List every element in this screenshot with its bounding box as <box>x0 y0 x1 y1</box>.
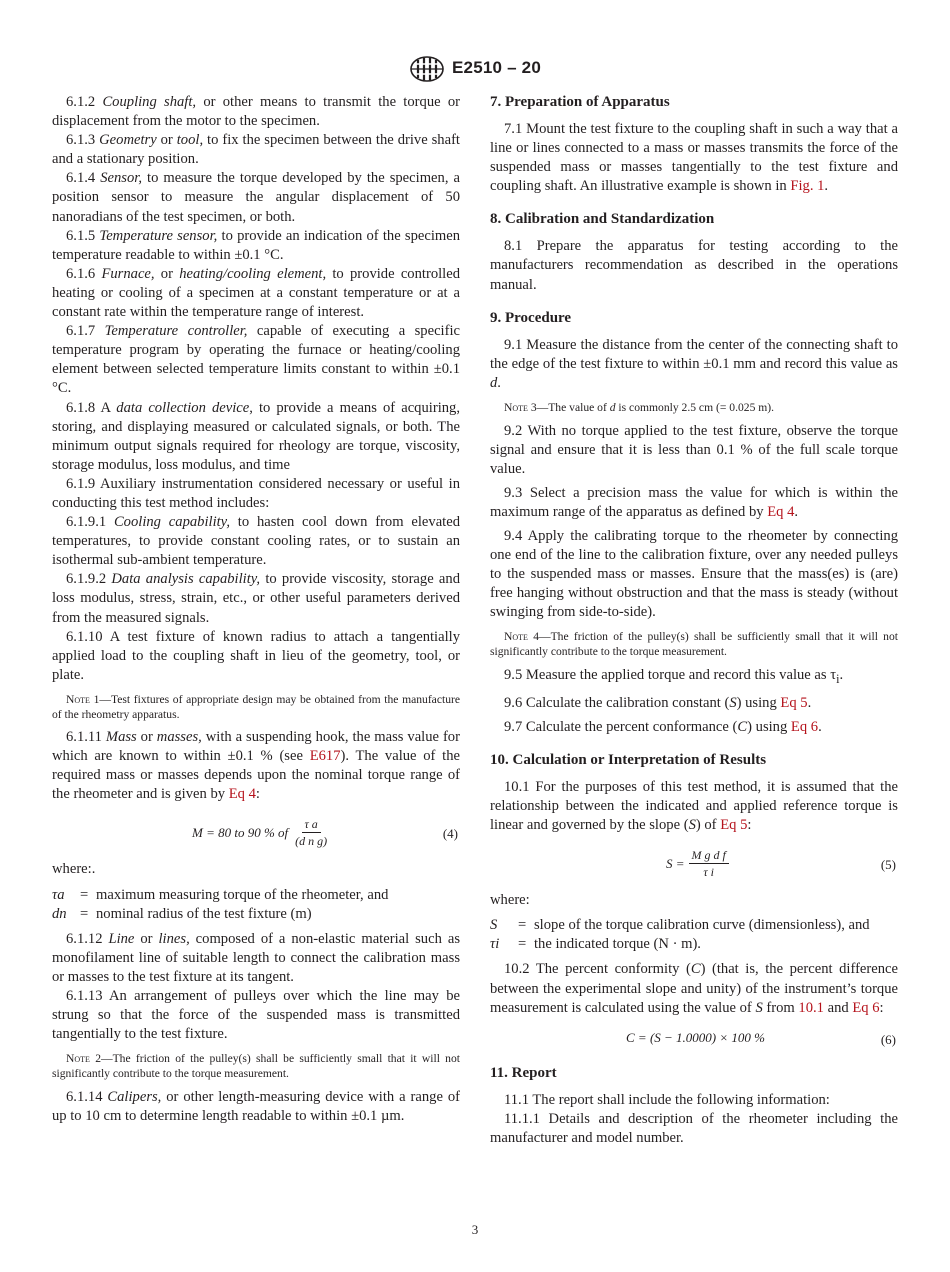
equation-5 <box>490 843 898 883</box>
section-6-1-4: 6.1.4 Sensor, to measure the torque developed by the specimen, a position sensor to measure the angular displacement of 50 nanoradians of the test specimen, or both. <box>52 170 460 225</box>
def-equals: = <box>80 905 89 922</box>
section-9-2: 9.2 With no torque applied to the test fixture, observe the torque signal and ensure that it is less than 0.1 % of the full scale torque value. <box>490 422 898 477</box>
equation-4 <box>52 812 460 852</box>
section-6-1-14: 6.1.14 Calipers, or other length-measuring device with a range of up to 10 cm to determine length readable to within ±0.1 µm. <box>52 1088 460 1124</box>
eq5-numerator: M g d f <box>689 847 729 864</box>
section-9-1: 9.1 Measure the distance from the center of the connecting shaft to the edge of the test fixture to within ±0.1 mm and record this value as d. <box>490 336 898 391</box>
link-fig-1[interactable]: Fig. 1 <box>790 178 825 195</box>
link-eq-5[interactable]: Eq 5 <box>720 817 748 834</box>
section-11-1: 11.1 The report shall include the following information: <box>504 1091 830 1108</box>
left-column <box>52 93 460 1126</box>
section-7-1: 7.1 Mount the test fixture to the coupling shaft in such a way that a line or lines connected to a mass or masses transmits the force of the suspended mass or masses tangentially to the test fixture and coupling shaft. An illustrative example is shown in Fig. 1. <box>490 121 898 195</box>
link-eq-5[interactable]: Eq 5 <box>780 694 808 711</box>
section-6-1-9-1: 6.1.9.1 Cooling capability, to hasten cool down from elevated temperatures, to provide constant cooling rates, or to sustain an isothermal sub-ambient temperature. <box>52 514 460 569</box>
note-2: Note 2—The friction of the pulley(s) shall be sufficiently small that it will not significantly contribute to the torque measurement. <box>52 1052 460 1080</box>
note-3: Note 3—The value of d is commonly 2.5 cm (= 0.025 m). <box>504 400 775 414</box>
section-10-1: 10.1 For the purposes of this test method, it is assumed that the relationship between the indicated and applied reference torque is linear and governed by the slope (S) of Eq 5: <box>490 778 898 834</box>
section-9-6: 9.6 Calculate the calibration constant (S) using Eq 5. <box>504 694 812 711</box>
def-text: maximum measuring torque of the rheometer, and <box>96 886 389 903</box>
section-9-5: 9.5 Measure the applied torque and record this value as $\tau_i$. <box>504 666 844 686</box>
right-column <box>490 93 898 1148</box>
definitions-1 <box>52 886 460 924</box>
def-text: the indicated torque (N · m). <box>534 936 701 953</box>
section-10-2: 10.2 The percent conformity (C) (that is, the percent difference between the experimental slope and unity) of the instrument’s torque measurement is calculated using the value of S from 10.1 and Eq 6: <box>490 961 898 1016</box>
document-id: E2510 – 20 <box>452 58 541 77</box>
section-6-1-11: 6.1.11 Mass or masses, with a suspending hook, the mass value for which are known to within ±0.1 % (see E617). The value of the required mass or masses depends upon the nominal torque range of the rheometer and is given by Eq 4: <box>52 729 460 803</box>
eq5-number: (5) <box>880 857 896 873</box>
where-label-1: where:. <box>52 861 96 878</box>
section-6-1-9: 6.1.9 Auxiliary instrumentation considered necessary or useful in conducting this test method includes: <box>52 475 460 511</box>
def-text: nominal radius of the test fixture (m) <box>96 905 312 922</box>
note-1: Note 1—Test fixtures of appropriate design may be obtained from the manufacture of the rheometry apparatus. <box>52 692 460 721</box>
section-9-7: 9.7 Calculate the percent conformance (C) using Eq 6. <box>504 718 822 735</box>
page-number: 3 <box>471 1222 479 1237</box>
section-6-1-3: 6.1.3 Geometry or tool, to fix the specimen between the drive shaft and a stationary position. <box>52 132 460 168</box>
section-6-1-8: 6.1.8 A data collection device, to provide a means of acquiring, storing, and displaying measured or calculated signals, or both. The minimum output signals required for rheology are torque, viscosity, storage modulus, loss modulus, and time <box>52 399 460 473</box>
section-6-1-9-2: 6.1.9.2 Data analysis capability, to provide viscosity, storage and loss modulus, stress, strain, etc., or other useful parameters derived from the measured signals. <box>52 571 460 626</box>
page-header <box>0 55 950 85</box>
link-e617[interactable]: E617 <box>309 748 341 765</box>
eq6-number: (6) <box>880 1031 896 1047</box>
def-equals: = <box>80 886 89 903</box>
def-symbol: S <box>490 917 498 934</box>
link-eq-6[interactable]: Eq 6 <box>852 999 880 1016</box>
eq5-fraction <box>689 847 729 880</box>
note-4: Note 4—The friction of the pulley(s) shall be sufficiently small that it will not significantly contribute to the torque measurement. <box>490 630 898 659</box>
section-6-1-6: 6.1.6 Furnace, or heating/cooling element, to provide controlled heating or cooling of a specimen at a constant temperature or at a constant rate within the temperature range of interest. <box>52 265 460 321</box>
heading-section-7: 7. Preparation of Apparatus <box>490 94 670 110</box>
eq4-number: (4) <box>442 826 458 842</box>
def-symbol: τi <box>490 936 500 953</box>
link-eq-4[interactable]: Eq 4 <box>228 786 256 803</box>
link-section-10-1[interactable]: 10.1 <box>798 999 824 1016</box>
heading-section-8: 8. Calibration and Standardization <box>490 211 715 228</box>
eq6-body: C = (S − 1.0000) × 100 % <box>626 1030 765 1046</box>
section-9-3: 9.3 Select a precision mass the value for which is within the maximum range of the apparatus as defined by Eq 4. <box>490 484 898 520</box>
section-6-1-2: 6.1.2 Coupling shaft, or other means to transmit the torque or displacement from the motor to the specimen. <box>52 94 461 130</box>
def-equals: = <box>518 936 527 953</box>
where-label-2: where: <box>490 892 530 909</box>
eq4-lhs: M = 80 to 90 % of <box>192 824 289 840</box>
equation-6 <box>490 1026 898 1050</box>
heading-section-9: 9. Procedure <box>490 309 572 326</box>
section-6-1-5: 6.1.5 Temperature sensor, to provide an indication of the specimen temperature readable to within ±0.1 °C. <box>52 227 460 263</box>
section-6-1-7: 6.1.7 Temperature controller, capable of executing a specific temperature program by operating the furnace or heating/cooling element between selected temperature limits constant to within ±0.1 °C. <box>52 323 461 397</box>
astm-logo <box>407 55 447 83</box>
eq4-numerator: τ a <box>302 816 321 833</box>
link-eq-6[interactable]: Eq 6 <box>790 718 819 735</box>
def-text: slope of the torque calibration curve (dimensionless), and <box>534 917 870 934</box>
def-equals: = <box>518 917 527 934</box>
eq5-lhs: S = <box>666 855 685 871</box>
section-11-1-1: 11.1.1 Details and description of the rheometer including the manufacturer and model number. <box>490 1110 898 1146</box>
section-6-1-12: 6.1.12 Line or lines, composed of a non-elastic material such as monofilament line of suitable length to connect the calibration mass or masses to the test fixture at its tangent. <box>52 930 460 985</box>
eq5-denominator: τ i <box>703 864 715 879</box>
eq4-fraction <box>292 816 330 849</box>
link-eq-4[interactable]: Eq 4 <box>767 503 795 520</box>
section-8-1: 8.1 Prepare the apparatus for testing according to the manufacturers recommendation as described in the operations manual. <box>490 238 898 293</box>
def-symbol: τa <box>52 886 65 903</box>
section-9-4: 9.4 Apply the calibrating torque to the rheometer by connecting one end of the line to the calibration fixture, over any needed pulleys to the suspended mass or masses. Ensure that the mass(es) is (are) free hanging without obstruction and that the mass is steady (without swinging from side-to-side). <box>490 528 898 621</box>
section-6-1-10: 6.1.10 A test fixture of known radius to attach a tangentially applied load to the coupling shaft in lieu of the geometry, tool, or plate. <box>52 628 460 683</box>
eq4-denominator: (d n g) <box>295 833 328 848</box>
definitions-2 <box>490 916 898 954</box>
heading-section-11: 11. Report <box>490 1064 557 1081</box>
section-6-1-13: 6.1.13 An arrangement of pulleys over which the line may be strung so that the force of the suspended mass is transmitted tangentially to the test fixture. <box>52 988 460 1043</box>
def-symbol: dn <box>52 905 67 922</box>
heading-section-10: 10. Calculation or Interpretation of Results <box>490 751 767 768</box>
